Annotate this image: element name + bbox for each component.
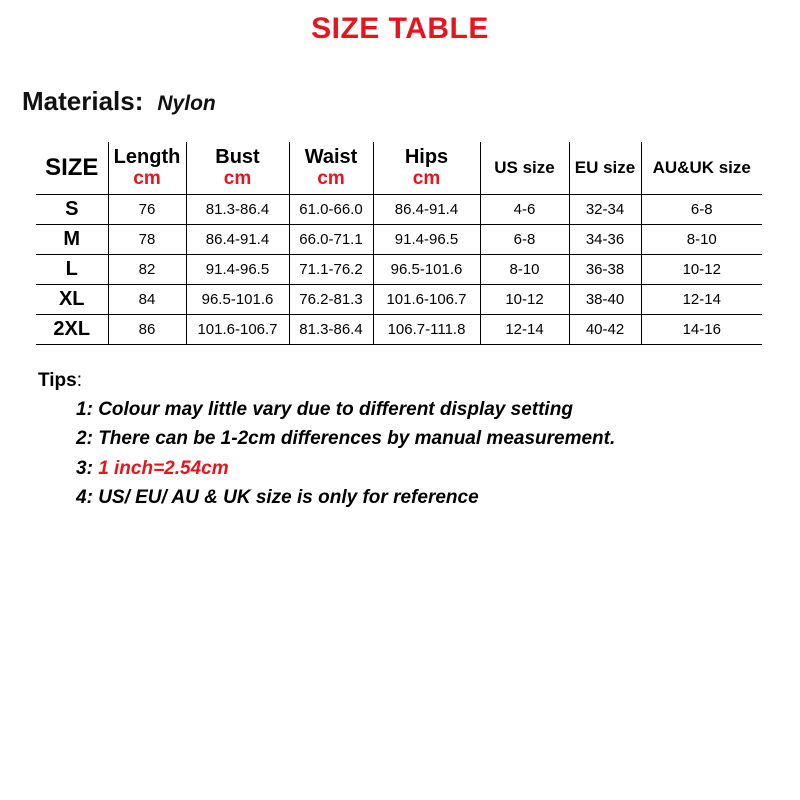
header-bust: Bust cm [186, 142, 289, 194]
cell-auuk-size: 8-10 [641, 224, 762, 254]
cell-length: 82 [108, 254, 186, 284]
cell-size: L [65, 257, 78, 280]
tip-4: 4: US/ EU/ AU & UK size is only for reference [76, 487, 479, 508]
materials-label: Materials: [22, 86, 144, 116]
cell-waist: 81.3-86.4 [289, 314, 373, 344]
table-row [36, 314, 762, 344]
materials-value: Nylon [157, 92, 216, 115]
cell-us-size: 10-12 [480, 284, 569, 314]
tip-3: 3: 1 inch=2.54cm [76, 458, 229, 479]
cell-length: 76 [108, 194, 186, 224]
tip-1: 1: Colour may little vary due to different display setting [76, 399, 573, 420]
header-hips: Hips cm [373, 142, 480, 194]
cell-us-size: 6-8 [480, 224, 569, 254]
cell-length: 78 [108, 224, 186, 254]
cell-auuk-size: 12-14 [641, 284, 762, 314]
header-waist-unit: cm [317, 167, 345, 189]
table-row [36, 284, 762, 314]
cell-auuk-size: 14-16 [641, 314, 762, 344]
header-eu-size: EU size [569, 142, 641, 194]
cell-bust: 101.6-106.7 [186, 314, 289, 344]
cell-bust: 86.4-91.4 [186, 224, 289, 254]
cell-bust: 91.4-96.5 [186, 254, 289, 284]
tip-2: 2: There can be 1-2cm differences by manual measurement. [76, 428, 616, 449]
cell-hips: 101.6-106.7 [373, 284, 480, 314]
header-size: SIZE [45, 153, 99, 181]
cell-eu-size: 38-40 [569, 284, 641, 314]
page-title: SIZE TABLE [311, 12, 489, 45]
cell-size: S [65, 197, 79, 220]
materials-line [22, 86, 216, 117]
header-length: Length cm [108, 142, 186, 194]
header-us-size: US size [480, 142, 569, 194]
cell-size: 2XL [53, 317, 91, 340]
cell-waist: 61.0-66.0 [289, 194, 373, 224]
table-row [36, 194, 762, 224]
header-bust-unit: cm [223, 167, 252, 189]
cell-size: XL [58, 287, 85, 310]
cell-length: 84 [108, 284, 186, 314]
header-length-unit: cm [133, 167, 161, 189]
size-table [36, 142, 762, 345]
header-hips-unit: cm [412, 167, 441, 189]
cell-hips: 91.4-96.5 [373, 224, 480, 254]
cell-size: M [63, 227, 81, 250]
cell-waist: 71.1-76.2 [289, 254, 373, 284]
tip-3-highlight: 1 inch=2.54cm [98, 458, 229, 479]
tips-heading: Tips: [38, 370, 82, 391]
cell-auuk-size: 10-12 [641, 254, 762, 284]
table-header-row [36, 142, 762, 194]
cell-eu-size: 34-36 [569, 224, 641, 254]
cell-waist: 66.0-71.1 [289, 224, 373, 254]
table-row [36, 254, 762, 284]
cell-bust: 96.5-101.6 [186, 284, 289, 314]
table-row [36, 224, 762, 254]
cell-eu-size: 36-38 [569, 254, 641, 284]
cell-hips: 96.5-101.6 [373, 254, 480, 284]
cell-auuk-size: 6-8 [641, 194, 762, 224]
cell-eu-size: 32-34 [569, 194, 641, 224]
cell-us-size: 12-14 [480, 314, 569, 344]
cell-length: 86 [108, 314, 186, 344]
header-auuk-size: AU&UK size [641, 142, 762, 194]
cell-us-size: 8-10 [480, 254, 569, 284]
cell-bust: 81.3-86.4 [186, 194, 289, 224]
cell-us-size: 4-6 [480, 194, 569, 224]
cell-hips: 106.7-111.8 [373, 314, 480, 344]
cell-waist: 76.2-81.3 [289, 284, 373, 314]
cell-eu-size: 40-42 [569, 314, 641, 344]
header-waist: Waist cm [289, 142, 373, 194]
cell-hips: 86.4-91.4 [373, 194, 480, 224]
